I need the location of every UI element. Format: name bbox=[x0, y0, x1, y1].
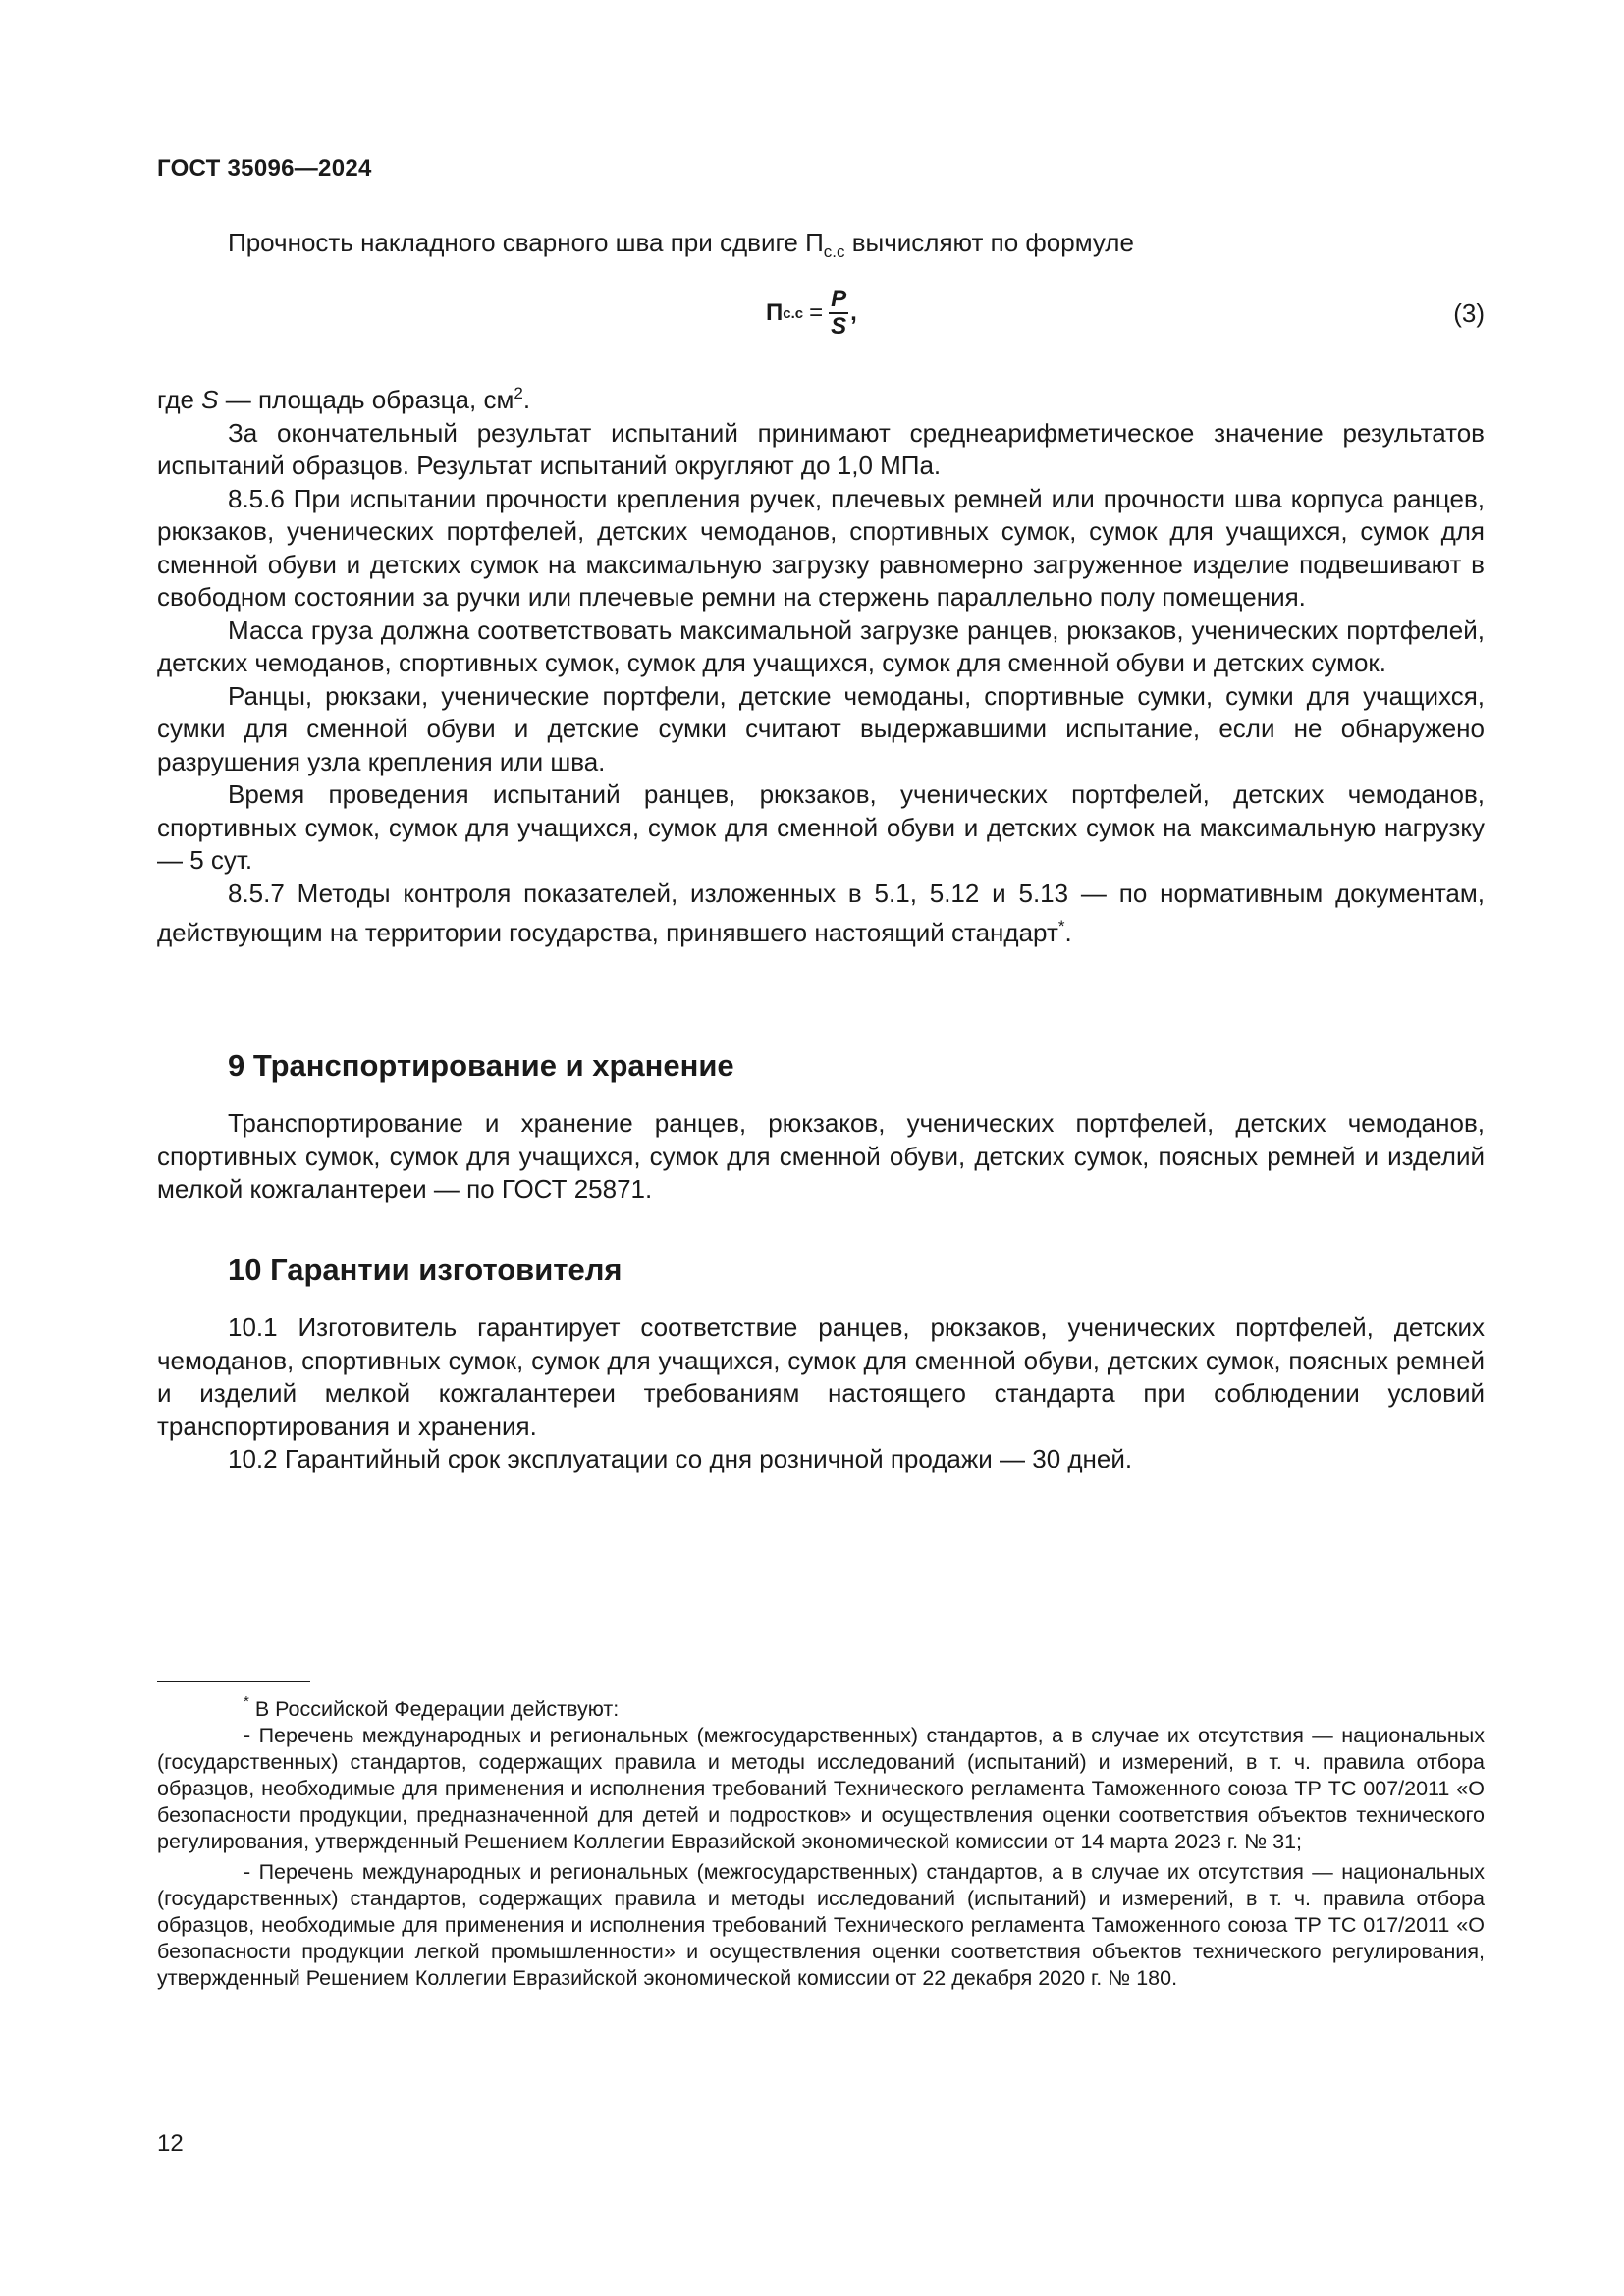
footnote-ref: * bbox=[1057, 917, 1065, 935]
paragraph: Масса груза должна соответствовать максимальной загрузке ранцев, рюкзаков, ученических портфелей, детских чемоданов, спортивных сумок, сумок для учащихся, сумок для сменной обуви и детских сумок. bbox=[157, 614, 1485, 677]
text-block-85 bbox=[157, 377, 1485, 950]
paragraph-10-1: 10.1 Изготовитель гарантирует соответствие ранцев, рюкзаков, ученических портфелей, детских чемоданов, спортивных сумок, сумок для учащихся, сумок для сменной обуви, детских сумок, поясных ремней и изделий мелкой кожгалантереи требованиям настоящего стандарта при соблюдении условий транспортирования и хранения. bbox=[157, 1312, 1485, 1441]
page-number: 12 bbox=[157, 2130, 184, 2157]
document-header: ГОСТ 35096—2024 bbox=[157, 155, 372, 182]
section-9-heading: 9 Транспортирование и хранение bbox=[228, 1048, 734, 1083]
section-10-body bbox=[157, 1311, 1485, 1476]
paragraph: Транспортирование и хранение ранцев, рюкзаков, ученических портфелей, детских чемоданов, спортивных сумок, сумок для учащихся, сумок для сменной обуви, детских сумок, поясных ремней и изделий мелкой кожгалантереи — по ГОСТ 25871. bbox=[157, 1108, 1485, 1203]
intro-paragraph: Прочность накладного сварного шва при сдвиге $П_{с.с}$ вычисляют по формуле bbox=[228, 228, 1134, 261]
formula-3 bbox=[157, 287, 1485, 346]
paragraph-8-5-6: 8.5.6 При испытании прочности крепления ручек, плечевых ремней или прочности шва корпуса ранцев, рюкзаков, ученических портфелей, детских чемоданов, спортивных сумок, сумок для учащихся, сумок для сменной обуви и детских сумок на максимальную загрузку равномерно загруженное изделие подвешивают в свободном состоянии за ручки или плечевые ремни на стержень параллельно полу помещения. bbox=[157, 483, 1485, 612]
formula-numerator: P bbox=[831, 286, 847, 312]
footnote bbox=[157, 1688, 1485, 1992]
paragraph-8-5-7: 8.5.7 Методы контроля показателей, изложенных в 5.1, 5.12 и 5.13 — по нормативным документам, действующим на территории государства, принявшего настоящий стандарт*. bbox=[157, 878, 1485, 947]
section-10-heading: 10 Гарантии изготовителя bbox=[228, 1253, 623, 1287]
formula-expression: П с.с = $\frac{P}{S}$ , bbox=[766, 286, 857, 340]
formula-denominator: S bbox=[831, 313, 847, 340]
formula-fraction bbox=[829, 287, 848, 340]
formula-number: (3) bbox=[1453, 298, 1485, 328]
footnote-separator bbox=[157, 1681, 310, 1682]
footnote-item: - Перечень международных и региональных (межгосударственных) стандартов, а в случае их отсутствия — национальных (государственных) стандартов, содержащих правила и методы исследований (испытаний) и измерений, в т. ч. правила отбора образцов, необходимые для применения и исполнения требований Технического регламента Таможенного союза ТР ТС 017/2011 «О безопасности продукции легкой промышленности» и осуществления оценки соответствия объектов технического регулирования, утвержденный Решением Коллегии Евразийской экономической комиссии от 22 декабря 2020 г. № 180. bbox=[157, 1860, 1485, 1990]
paragraph: Время проведения испытаний ранцев, рюкзаков, ученических портфелей, детских чемоданов, спортивных сумок, сумок для учащихся, сумок для сменной обуви и детских сумок на максимальную нагрузку — 5 сут. bbox=[157, 779, 1485, 875]
where-clause: где S — площадь образца, $см^2$. bbox=[157, 384, 531, 414]
footnote-lead: * В Российской Федерации действуют: bbox=[244, 1693, 620, 1721]
paragraph-10-2: 10.2 Гарантийный срок эксплуатации со дня розничной продажи — 30 дней. bbox=[228, 1444, 1133, 1473]
footnote-item: - Перечень международных и региональных (межгосударственных) стандартов, а в случае их отсутствия — национальных (государственных) стандартов, содержащих правила и методы исследований (испытаний) и измерений, в т. ч. правила отбора образцов, необходимые для применения и исполнения требований Технического регламента Таможенного союза ТР ТС 007/2011 «О безопасности продукции, предназначенной для детей и подростков» и осуществления оценки соответствия объектов технического регулирования, утвержденный Решением Коллегии Евразийской экономической комиссии от 14 марта 2023 г. № 31; bbox=[157, 1724, 1485, 1853]
section-9-body bbox=[157, 1107, 1485, 1206]
paragraph: Ранцы, рюкзаки, ученические портфели, детские чемоданы, спортивные сумки, сумки для учащихся, сумки для сменной обуви и детские сумки считают выдержавшими испытание, если не обнаружено разрушения узла крепления или шва. bbox=[157, 680, 1485, 776]
paragraph: За окончательный результат испытаний принимают среднеарифметическое значение результатов испытаний образцов. Результат испытаний округляют до 1,0 МПа. bbox=[157, 417, 1485, 480]
